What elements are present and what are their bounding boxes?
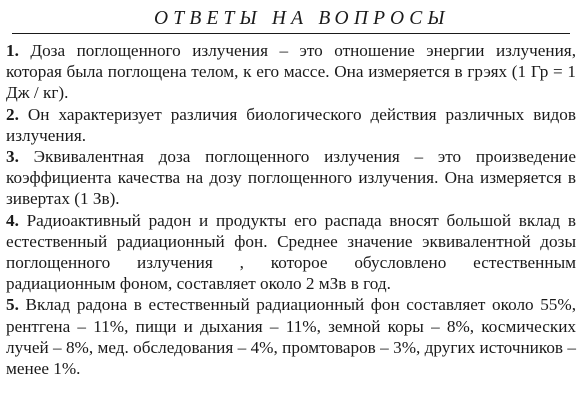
answer-text: Радиоактивный радон и продукты его распада вносят большой вклад в естественный радиационный фон. Среднее значение эквивалентной дозы поглощенного излучения , которое обусловлено естественным радиационным фоном, составляет около 2 мЗв в год. (6, 210, 576, 294)
document-page (6, 4, 577, 379)
answers-list (6, 40, 576, 379)
heading-row (6, 4, 576, 32)
answer-item-3 (6, 146, 576, 210)
answer-number: 2. (6, 104, 19, 124)
answer-item-5 (6, 294, 576, 379)
answer-item-4 (6, 210, 576, 295)
heading-underline (12, 33, 570, 34)
answer-item-1 (6, 40, 576, 104)
answer-text: Он характеризует различия биологического действия различных видов излучения. (6, 104, 577, 145)
answer-number: 3. (6, 147, 19, 167)
section-heading: ОТВЕТЫ НА ВОПРОСЫ (154, 8, 450, 29)
answer-item-2 (6, 104, 576, 146)
answer-number: 4. (6, 210, 19, 230)
answer-text: Эквивалентная доза поглощенного излучения – это произведение коэффициента качества на дозу поглощенного излучения. Она измеряется в зивертах (1 Зв). (6, 147, 577, 209)
answer-text: Доза поглощенного излучения – это отношение энергии излучения, которая была поглощена телом, к его массе. Она измеряется в грэях (1 Гр = 1 Дж / кг). (6, 41, 576, 103)
answer-text: Вклад радона в естественный радиационный фон составляет около 55%, рентгена – 11%, пищи и дыхания – 11%, земной коры – 8%, космических лучей – 8%, мед. обследования – 4%, промтоваров – 3%, других источников – менее 1%. (6, 295, 577, 379)
answer-number: 5. (6, 295, 19, 315)
answer-number: 1. (6, 41, 19, 60)
